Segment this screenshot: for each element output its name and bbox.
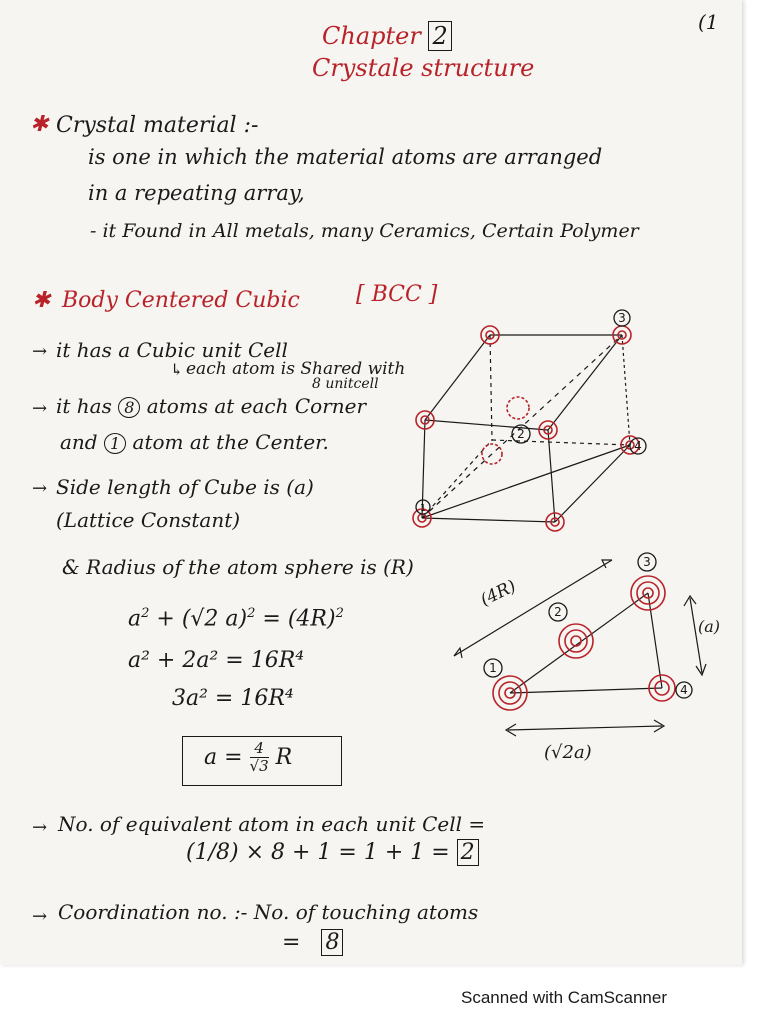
- atom-label-4: 4: [680, 683, 688, 697]
- bcc-point2-a: it has: [56, 394, 112, 418]
- bcc-abbr: [ BCC ]: [356, 282, 438, 307]
- atom-label-3: 3: [643, 555, 651, 569]
- equation-1: [128, 606, 344, 631]
- bcc-point2-line2-num: 1: [104, 433, 126, 454]
- result-den: √3: [249, 757, 269, 775]
- cube-label-2: 2: [517, 427, 525, 441]
- coordination-line2: [282, 930, 343, 955]
- chapter-title: [322, 22, 452, 50]
- result-fraction: [250, 740, 269, 775]
- page-number: (1: [698, 10, 719, 34]
- coordination-eq: =: [282, 930, 301, 955]
- star-icon: ✱: [30, 112, 49, 137]
- eq1-b: + (√2 a): [156, 606, 248, 632]
- bcc-point2-b: atoms at each Corner: [146, 394, 367, 418]
- arrow-icon: →: [32, 398, 48, 419]
- crystal-material-line3: - it Found in All metals, many Ceramics, Certain Polymer: [90, 220, 639, 242]
- arrow-icon: →: [32, 478, 48, 499]
- atom-label-1: 1: [489, 661, 497, 675]
- bcc-point1-sub: each atom is Shared with: [186, 359, 406, 379]
- result-num: 4: [250, 740, 269, 758]
- bcc-point3-line2: (Lattice Constant): [56, 508, 241, 532]
- result-equation: [204, 740, 292, 775]
- bcc-point1-sub2: 8 unitcell: [312, 376, 379, 392]
- crystal-material-heading: Crystal material :-: [56, 113, 259, 138]
- result-lhs: a =: [204, 745, 243, 770]
- bcc-diagonal-diagram: [440, 548, 730, 768]
- chapter-subtitle: Crystale structure: [312, 54, 535, 82]
- bcc-point1: it has a Cubic unit Cell: [56, 338, 288, 362]
- diag-label: (4R): [477, 576, 520, 611]
- eq1-sq: 2: [247, 606, 256, 621]
- side-label: (a): [698, 617, 721, 636]
- bcc-point4: & Radius of the atom sphere is (R): [62, 555, 414, 579]
- coordination-line1: Coordination no. :- No. of touching atoms: [58, 900, 479, 924]
- equation-3: 3a² = 16R⁴: [172, 686, 294, 711]
- bcc-heading: Body Centered Cubic: [62, 288, 300, 313]
- star-icon: ✱: [32, 288, 51, 313]
- bcc-point2-line2: [60, 430, 329, 454]
- bcc-point3: Side length of Cube is (a): [56, 475, 314, 499]
- equation-2: a² + 2a² = 16R⁴: [128, 648, 305, 673]
- bcc-point2: [56, 394, 366, 418]
- scanner-watermark: Scanned with CamScanner: [461, 988, 668, 1007]
- eq1-c: = (4R): [262, 606, 336, 632]
- bcc-point2-line2-b: atom at the Center.: [132, 430, 329, 454]
- eq1-a: a: [128, 606, 142, 632]
- coordination-result: 8: [321, 929, 343, 956]
- cube-label-3: 3: [618, 311, 626, 325]
- arrow-icon: →: [32, 906, 48, 927]
- result-rhs: R: [275, 745, 293, 770]
- arrow-icon: ↳: [170, 360, 184, 379]
- bcc-cube-diagram: [400, 300, 660, 540]
- atom-label-2: 2: [554, 605, 562, 619]
- eq1-sq: 2: [141, 606, 150, 621]
- equivalent-line1: No. of equivalent atom in each unit Cell =: [58, 812, 486, 836]
- crystal-material-line2: in a repeating array,: [88, 181, 305, 205]
- cube-label-1: 1: [419, 503, 427, 514]
- base-label: (√2a): [544, 742, 592, 763]
- equivalent-expression: (1/8) × 8 + 1 = 1 + 1 =: [186, 840, 450, 865]
- bcc-point2-num: 8: [118, 397, 140, 418]
- crystal-material-line1: is one in which the material atoms are arranged: [88, 145, 603, 169]
- arrow-icon: →: [32, 817, 48, 838]
- chapter-label: Chapter: [322, 22, 421, 50]
- arrow-icon: →: [32, 341, 48, 362]
- cube-label-4: 4: [634, 439, 642, 453]
- equivalent-result: 2: [457, 839, 479, 866]
- eq1-sq: 2: [335, 606, 344, 621]
- bcc-point2-line2-a: and: [60, 430, 98, 454]
- chapter-number: 2: [428, 21, 451, 51]
- equivalent-line2: [186, 840, 479, 865]
